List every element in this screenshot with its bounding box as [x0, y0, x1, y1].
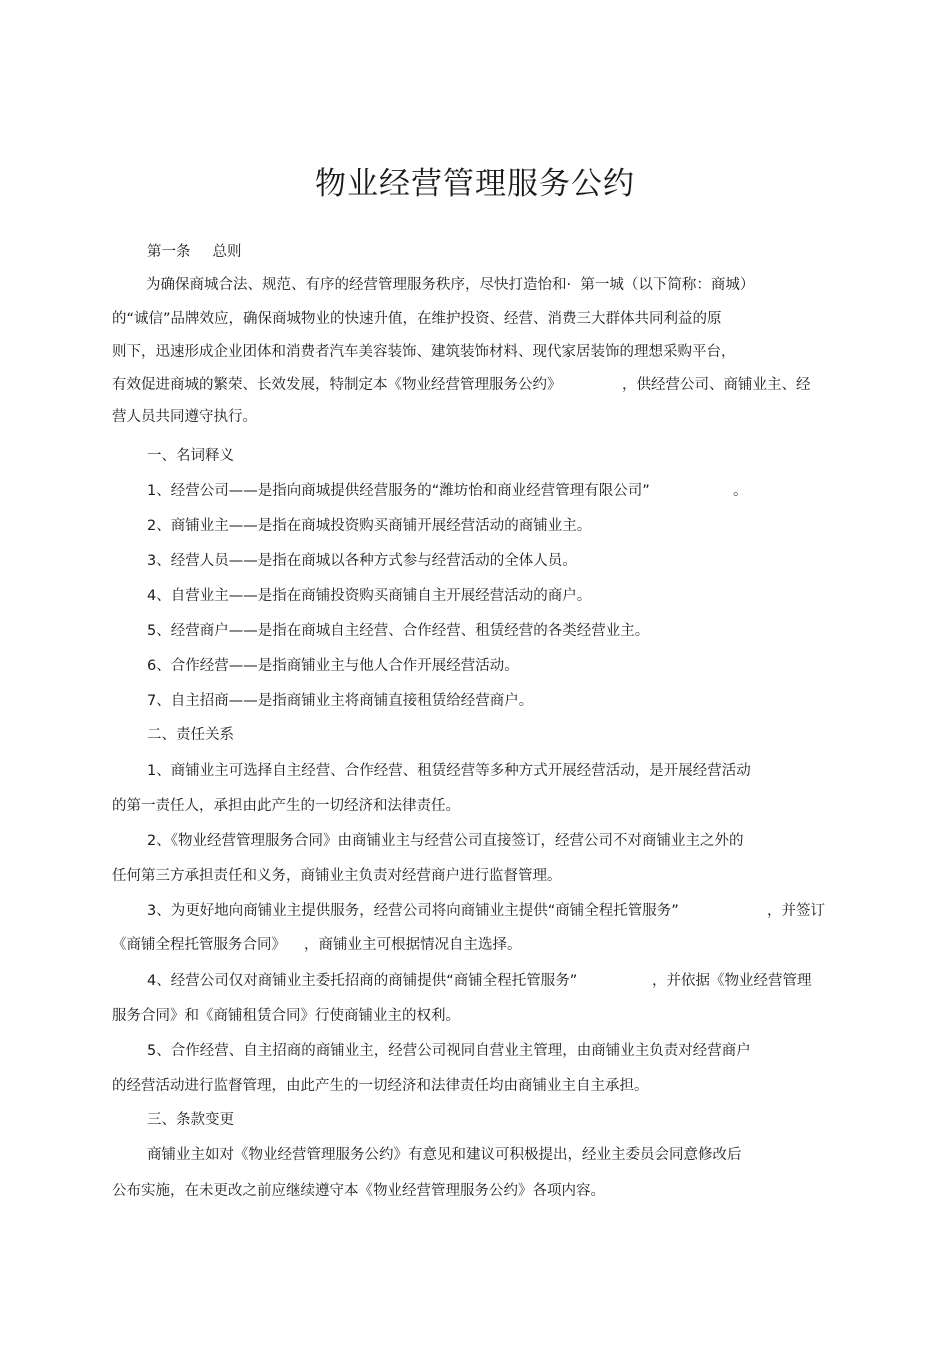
definition-2: 2、商铺业主——是指在商城投资购买商铺开展经营活动的商铺业主。: [147, 518, 592, 534]
clause-3-line-1-part-2: ，并签订: [767, 903, 825, 919]
article-1-line-5: 营人员共同遵守执行。: [112, 409, 257, 425]
clause-4-line-1-part-2: ，并依据《物业经营管理: [652, 973, 812, 989]
definition-1: 1、经营公司——是指向商城提供经营服务的“潍坊怡和商业经营管理有限公司”: [147, 483, 650, 499]
clause-2-line-1: 2、《物业经营管理服务合同》由商铺业主与经营公司直接签订，经营公司不对商铺业主之外的: [147, 833, 744, 849]
definition-1-end: 。: [733, 483, 748, 499]
clause-4-line-2: 服务合同》和《商铺租赁合同》行使商铺业主的权利。: [112, 1008, 460, 1024]
clause-3-line-2-part-2: ，商铺业主可根据情况自主选择。: [304, 937, 522, 953]
section-1-heading: 一、名词释义: [147, 448, 234, 464]
clause-3-line-2-part-1: 《商铺全程托管服务合同》: [112, 937, 286, 953]
section-2-heading: 二、责任关系: [147, 727, 234, 743]
definition-7: 7、自主招商——是指商铺业主将商铺直接租赁给经营商户。: [147, 693, 534, 709]
definition-5: 5、经营商户——是指在商城自主经营、合作经营、租赁经营的各类经营业主。: [147, 623, 650, 639]
document-title: 物业经营管理服务公约: [315, 166, 635, 202]
amendment-line-2: 公布实施，在未更改之前应继续遵守本《物业经营管理服务公约》各项内容。: [112, 1183, 605, 1199]
article-title: 总则: [212, 244, 242, 260]
article-number: 第一条: [147, 244, 191, 260]
article-1-line-3: 则下，迅速形成企业团体和消费者汽车美容装饰、建筑装饰材料、现代家居装饰的理想采购平台，: [112, 344, 736, 360]
amendment-line-1: 商铺业主如对《物业经营管理服务公约》有意见和建议可积极提出，经业主委员会同意修改后: [147, 1147, 742, 1163]
definition-4: 4、自营业主——是指在商铺投资购买商铺自主开展经营活动的商户。: [147, 588, 592, 604]
clause-3-line-1-part-1: 3、为更好地向商铺业主提供服务，经营公司将向商铺业主提供“商铺全程托管服务”: [147, 903, 679, 919]
article-1-heading: [147, 242, 242, 262]
clause-5-line-2: 的经营活动进行监督管理，由此产生的一切经济和法律责任均由商铺业主自主承担。: [112, 1078, 649, 1094]
clause-1-line-2: 的第一责任人，承担由此产生的一切经济和法律责任。: [112, 798, 460, 814]
article-1-line-1: 为确保商城合法、规范、有序的经营管理服务秩序，尽快打造怡和· 第一城（以下简称：商城）: [146, 277, 755, 293]
section-3-heading: 三、条款变更: [147, 1112, 234, 1128]
definition-6: 6、合作经营——是指商铺业主与他人合作开展经营活动。: [147, 658, 519, 674]
clause-2-line-2: 任何第三方承担责任和义务，商铺业主负责对经营商户进行监督管理。: [112, 868, 562, 884]
clause-5-line-1: 5、合作经营、自主招商的商铺业主，经营公司视同自营业主管理，由商铺业主负责对经营商户: [147, 1043, 751, 1059]
article-1-line-4-part-2: ，供经营公司、商铺业主、经: [622, 377, 811, 393]
article-1-line-2: 的“诚信”品牌效应，确保商城物业的快速升值，在维护投资、经营、消费三大群体共同利益的原: [112, 311, 722, 327]
clause-4-line-1-part-1: 4、经营公司仅对商铺业主委托招商的商铺提供“商铺全程托管服务”: [147, 973, 578, 989]
clause-1-line-1: 1、商铺业主可选择自主经营、合作经营、租赁经营等多种方式开展经营活动，是开展经营活动: [147, 763, 751, 779]
definition-3: 3、经营人员——是指在商城以各种方式参与经营活动的全体人员。: [147, 553, 577, 569]
article-1-line-4-part-1: 有效促进商城的繁荣、长效发展，特制定本《物业经营管理服务公约》: [112, 377, 562, 393]
